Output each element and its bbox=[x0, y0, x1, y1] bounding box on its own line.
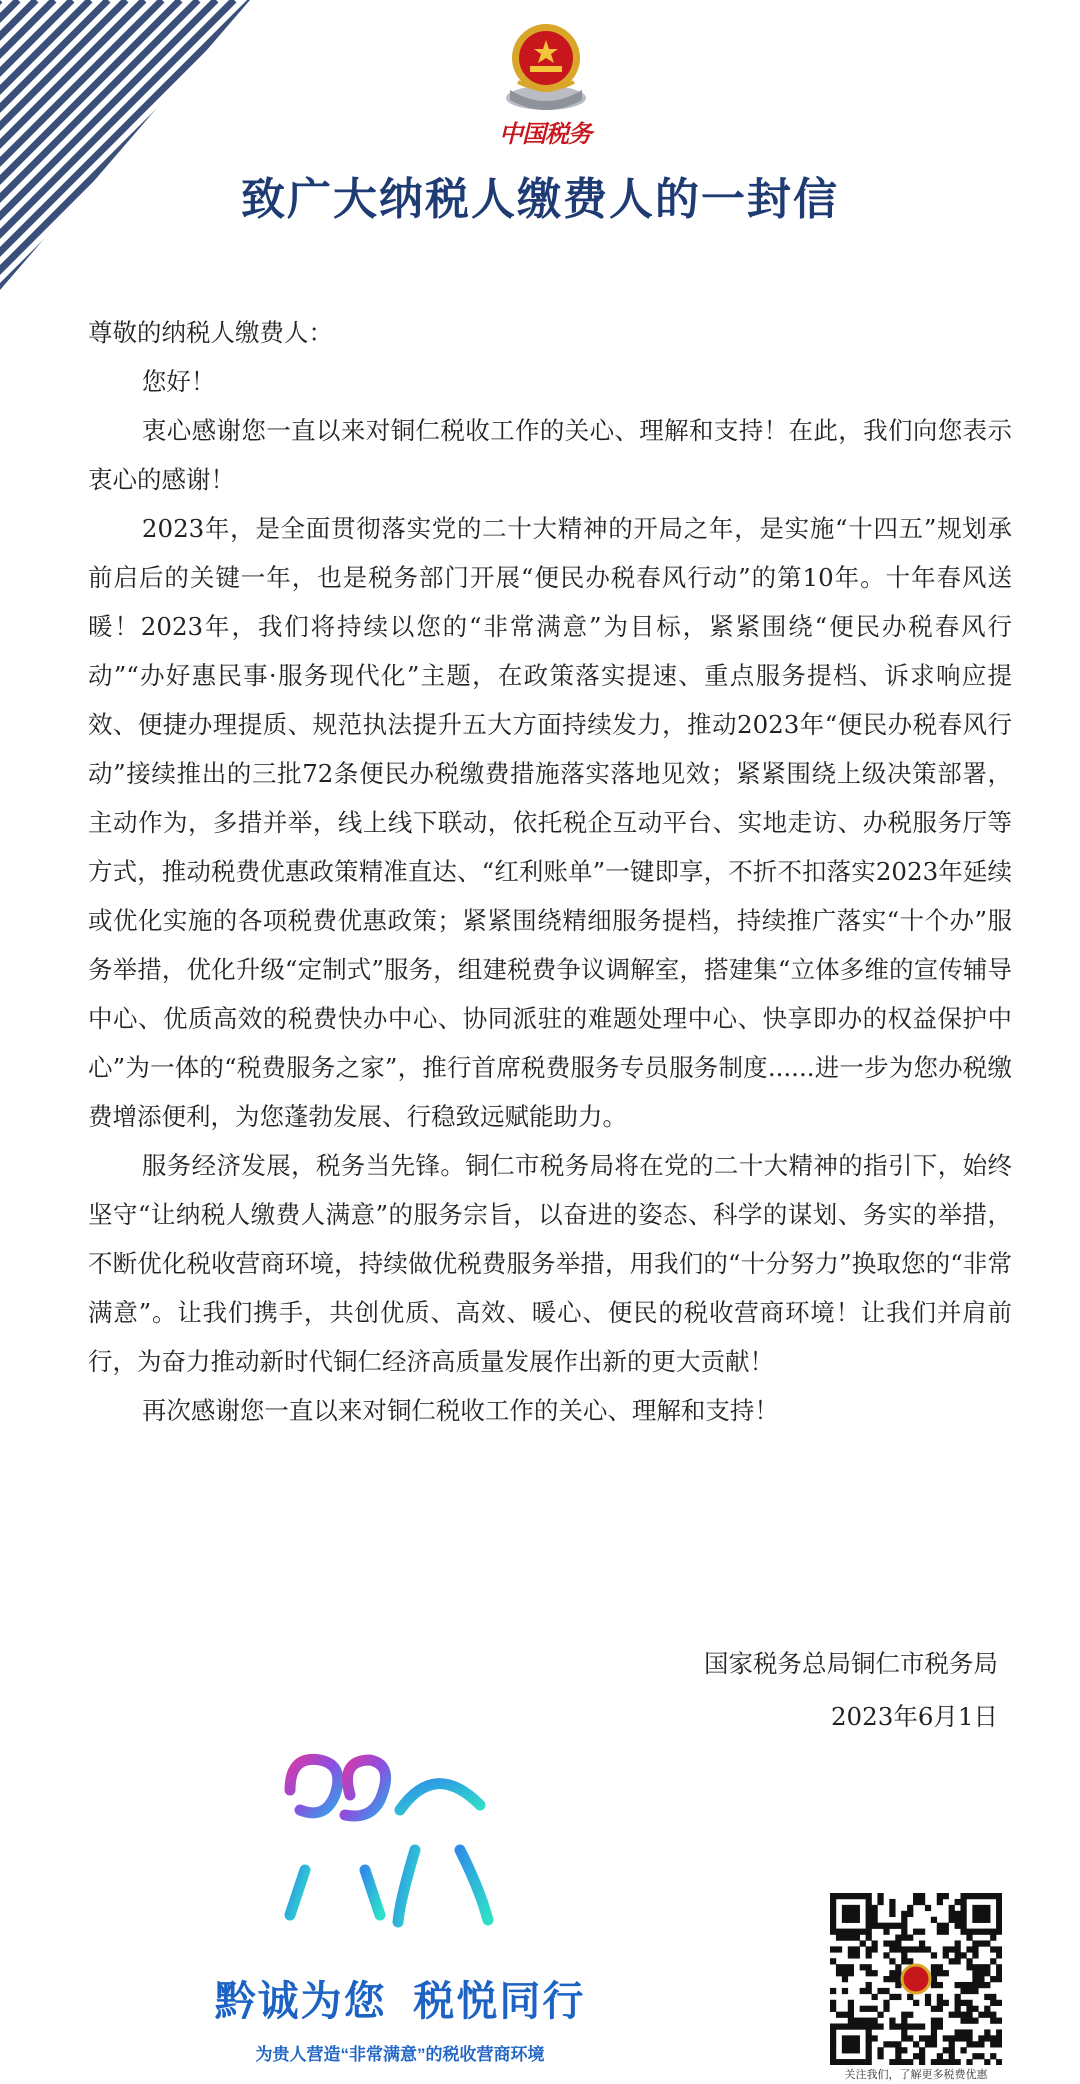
stripe-line bbox=[240, 0, 250, 290]
signature-block bbox=[704, 1637, 998, 1743]
paragraph-closing: 再次感谢您一直以来对铜仁税收工作的关心、理解和支持！ bbox=[141, 1396, 779, 1425]
stripe-line bbox=[150, 0, 250, 290]
greeting: 您好！ bbox=[141, 367, 216, 396]
signature-org: 国家税务总局铜仁市税务局 bbox=[704, 1649, 998, 1678]
paragraph-thanks: 衷心感谢您一直以来对铜仁税收工作的关心、理解和支持！在此，我们向您表示衷心的感谢！ bbox=[88, 416, 1012, 494]
qr-caption: 关注我们，了解更多税费优惠 bbox=[844, 2068, 988, 2081]
qr-code-icon[interactable] bbox=[830, 1893, 1002, 2065]
letter-body bbox=[88, 308, 1012, 1435]
sub-slogan: 为贵人营造“非常满意”的税收营商环境 bbox=[255, 2045, 545, 2064]
salutation: 尊敬的纳税人缴费人： bbox=[88, 318, 333, 347]
paragraph-main: 2023年，是全面贯彻落实党的二十大精神的开局之年，是实施“十四五”规划承前启后的关键一年，也是税务部门开展“便民办税春风行动”的第10年。十年春风送暖！2023年，我们将持续以您的“非常满意”为目标，紧紧围绕“便民办税春风行动”“办好惠民事·服务现代化”主题，在政策落实提速、重点服务提档、诉求响应提效、便捷办理提质、规范执法提升五大方面持续发力，推动2023年“便民办税春风行动”接续推出的三批72条便民办税缴费措施落实落地见效；紧紧围绕上级决策部署，主动作为，多措并举，线上线下联动，依托税企互动平台、实地走访、办税服务厅等方式，推动税费优惠政策精准直达、“红利账单”一键即享，不折不扣落实2023年延续或优化实施的各项税费优惠政策；紧紧围绕精细服务提档，持续推广落实“十个办”服务举措，优化升级“定制式”服务，组建税费争议调解室，搭建集“立体多维的宣传辅导中心、优质高效的税费快办中心、协同派驻的难题处理中心、快享即办的权益保护中心”为一体的“税费服务之家”，推行首席税费服务专员服务制度......进一步为您办税缴费增添便利，为您蓬勃发展、行稳致远赋能助力。 bbox=[88, 514, 1012, 1131]
qian-logo-icon bbox=[280, 1750, 500, 1950]
emblem-caption: 中国税务 bbox=[499, 119, 591, 148]
stripe-line bbox=[186, 0, 250, 290]
paragraph-commitment: 服务经济发展，税务当先锋。铜仁市税务局将在党的二十大精神的指引下，始终坚守“让纳税人缴费人满意”的服务宗旨，以奋进的姿态、科学的谋划、务实的举措，不断优化税收营商环境，持续做优税费服务举措，用我们的“十分努力”换取您的“非常满意”。让我们携手，共创优质、高效、暖心、便民的税收营商环境！让我们并肩前行，为奋力推动新时代铜仁经济高质量发展作出新的更大贡献！ bbox=[88, 1151, 1012, 1376]
slogan: 黔诚为您 税悦同行 bbox=[214, 1978, 586, 2024]
tax-emblem-icon bbox=[488, 12, 604, 120]
signature-date: 2023年6月1日 bbox=[830, 1702, 998, 1731]
page-title: 致广大纳税人缴费人的一封信 bbox=[241, 174, 839, 225]
diagonal-stripes-decoration bbox=[0, 0, 250, 290]
stripe-line bbox=[222, 0, 250, 290]
